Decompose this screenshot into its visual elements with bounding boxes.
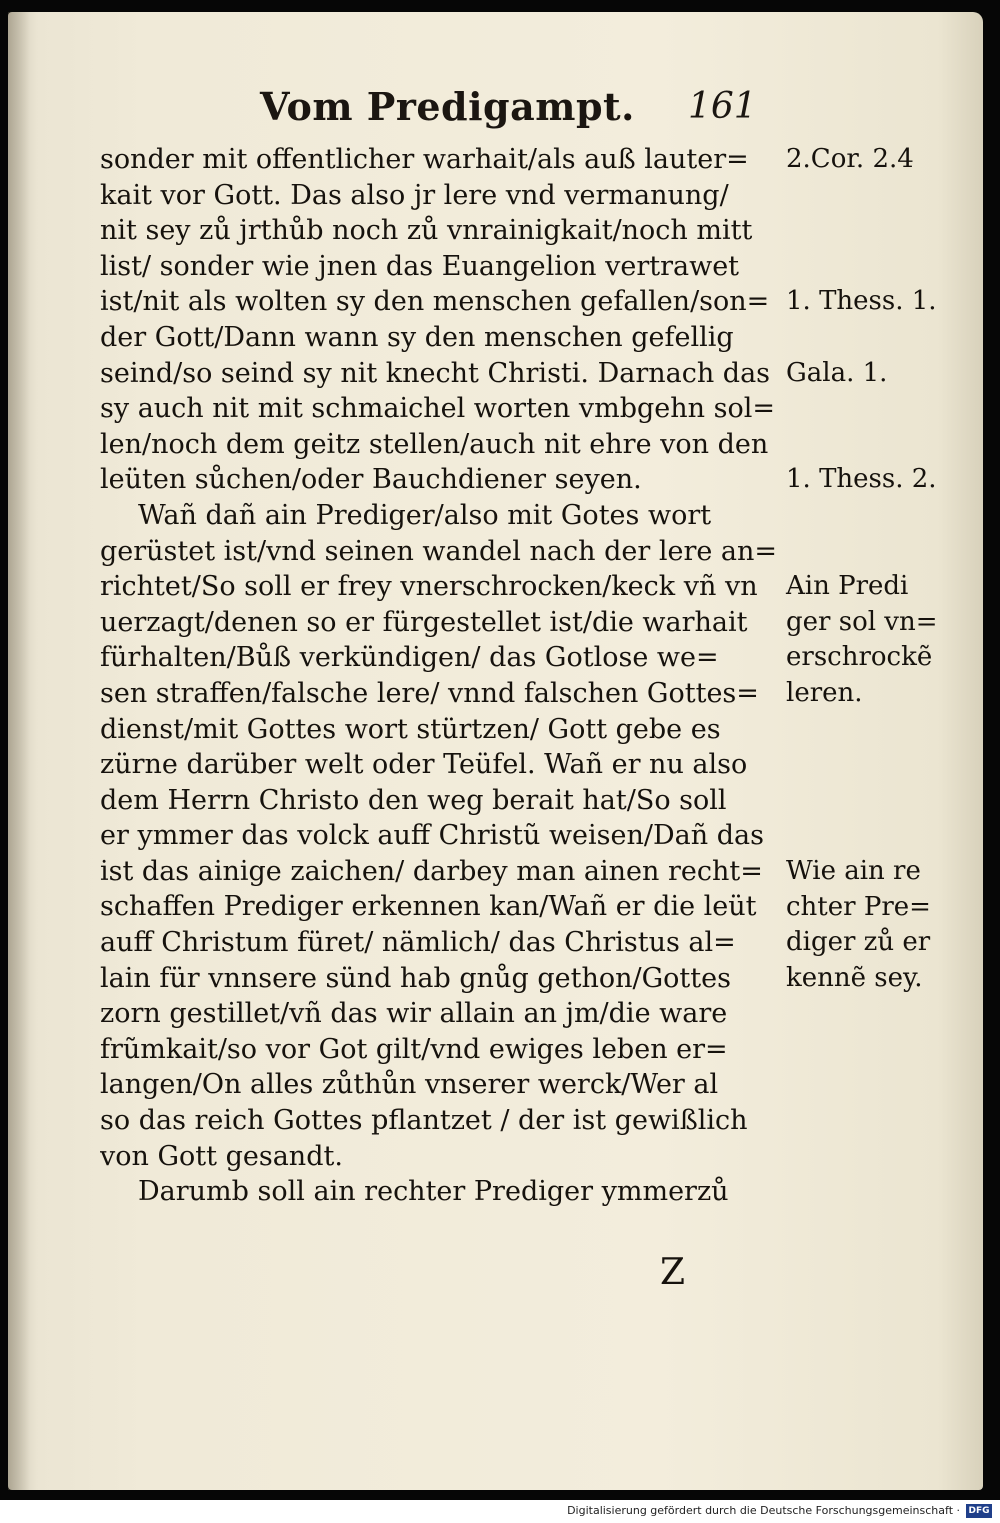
text-line: len/noch dem geitz stellen/auch nit ehre von den [100,428,769,460]
book-page [8,12,983,1490]
dfg-logo: DFG [966,1504,992,1518]
margin-note: Wie ain re [786,856,921,886]
text-line: so das reich Gottes pflantzet / der ist gewißlich [100,1105,748,1137]
text-line: sonder mit offentlicher warhait/als auß lauter= [100,144,749,175]
body-text [100,142,800,1210]
text-line: uerzagt/denen so er fürgestellet ist/die warhait [100,606,748,638]
text-line: ist/nit als wolten sy den menschen gefallen/son= [100,286,770,318]
text-line: zürne darüber welt oder Teüfel. Wañ er nu also [100,749,748,781]
text-line: frũmkait/so vor Got gilt/vnd ewiges leben er= [100,1033,728,1065]
text-line: dienst/mit Gottes wort stürtzen/ Gott gebe es [100,713,721,745]
signature-mark: Z [660,1252,686,1293]
text-line: der Gott/Dann wann sy den menschen gefellig [100,321,734,353]
text-line: fürhalten/Bůß verkündigen/ das Gotlose we= [100,642,719,674]
text-line: richtet/So soll er frey vnerschrocken/keck vñ vn [100,571,758,603]
margin-note: Ain Predi [786,571,909,602]
text-line: schaffen Prediger erkennen kan/Wañ er die leüt [100,891,757,923]
margin-note: leren. [786,678,863,708]
text-line: lain für vnnsere sünd hab gnůg gethon/Gottes [100,962,731,994]
text-line: langen/On alles zůthůn vnserer werck/Wer al [100,1069,719,1101]
margin-note: chter Pre= [786,891,931,922]
text-line: nit sey zů jrthůb noch zů vnrainigkait/noch mitt [100,215,753,247]
text-line: gerüstet ist/vnd seinen wandel nach der lere an= [100,535,778,567]
margin-note: diger zů er [786,927,931,958]
margin-note: ger sol vn= [786,606,938,637]
text-line: kait vor Gott. Das also jr lere vnd vermanung/ [100,179,729,211]
text-line: ist das ainige zaichen/ darbey man ainen recht= [100,855,763,887]
text-line: er ymmer das volck auff Christũ weisen/Dañ das [100,820,764,852]
text-line: seind/so seind sy nit knecht Christi. Darnach das [100,357,771,389]
text-line: Darumb soll ain rechter Prediger ymmerzů [138,1176,729,1208]
credit-text: Digitalisierung gefördert durch die Deutsche Forschungsgemeinschaft · [567,1504,960,1517]
margin-note: erschrockẽ [786,642,933,673]
text-line: auff Christum füret/ nämlich/ das Christus al= [100,927,736,959]
margin-note: Gala. 1. [786,357,888,388]
margin-notes [786,12,976,1490]
margin-note: kennẽ sey. [786,962,923,993]
margin-note: 1. Thess. 2. [786,464,937,495]
text-line: von Gott gesandt. [100,1140,343,1172]
folio-number: 161 [688,86,757,127]
margin-note: 2.Cor. 2.4 [786,144,914,174]
running-title: Vom Predigampt. [260,84,635,129]
text-line: zorn gestillet/vñ das wir allain an jm/die ware [100,998,728,1030]
text-line: sy auch nit mit schmaichel worten vmbgehn sol= [100,393,776,425]
text-line: dem Herrn Christo den weg berait hat/So soll [100,784,727,816]
text-line: leüten sůchen/oder Bauchdiener seyen. [100,464,642,496]
running-head [260,84,760,144]
margin-note: 1. Thess. 1. [786,286,937,317]
text-line: list/ sonder wie jnen das Euangelion vertrawet [100,250,740,282]
gutter-shadow [8,12,30,1490]
text-line: Wañ dañ ain Prediger/also mit Gotes wort [138,499,712,531]
credit-bar [0,1500,1000,1523]
text-line: sen straffen/falsche lere/ vnnd falschen Gottes= [100,677,759,709]
